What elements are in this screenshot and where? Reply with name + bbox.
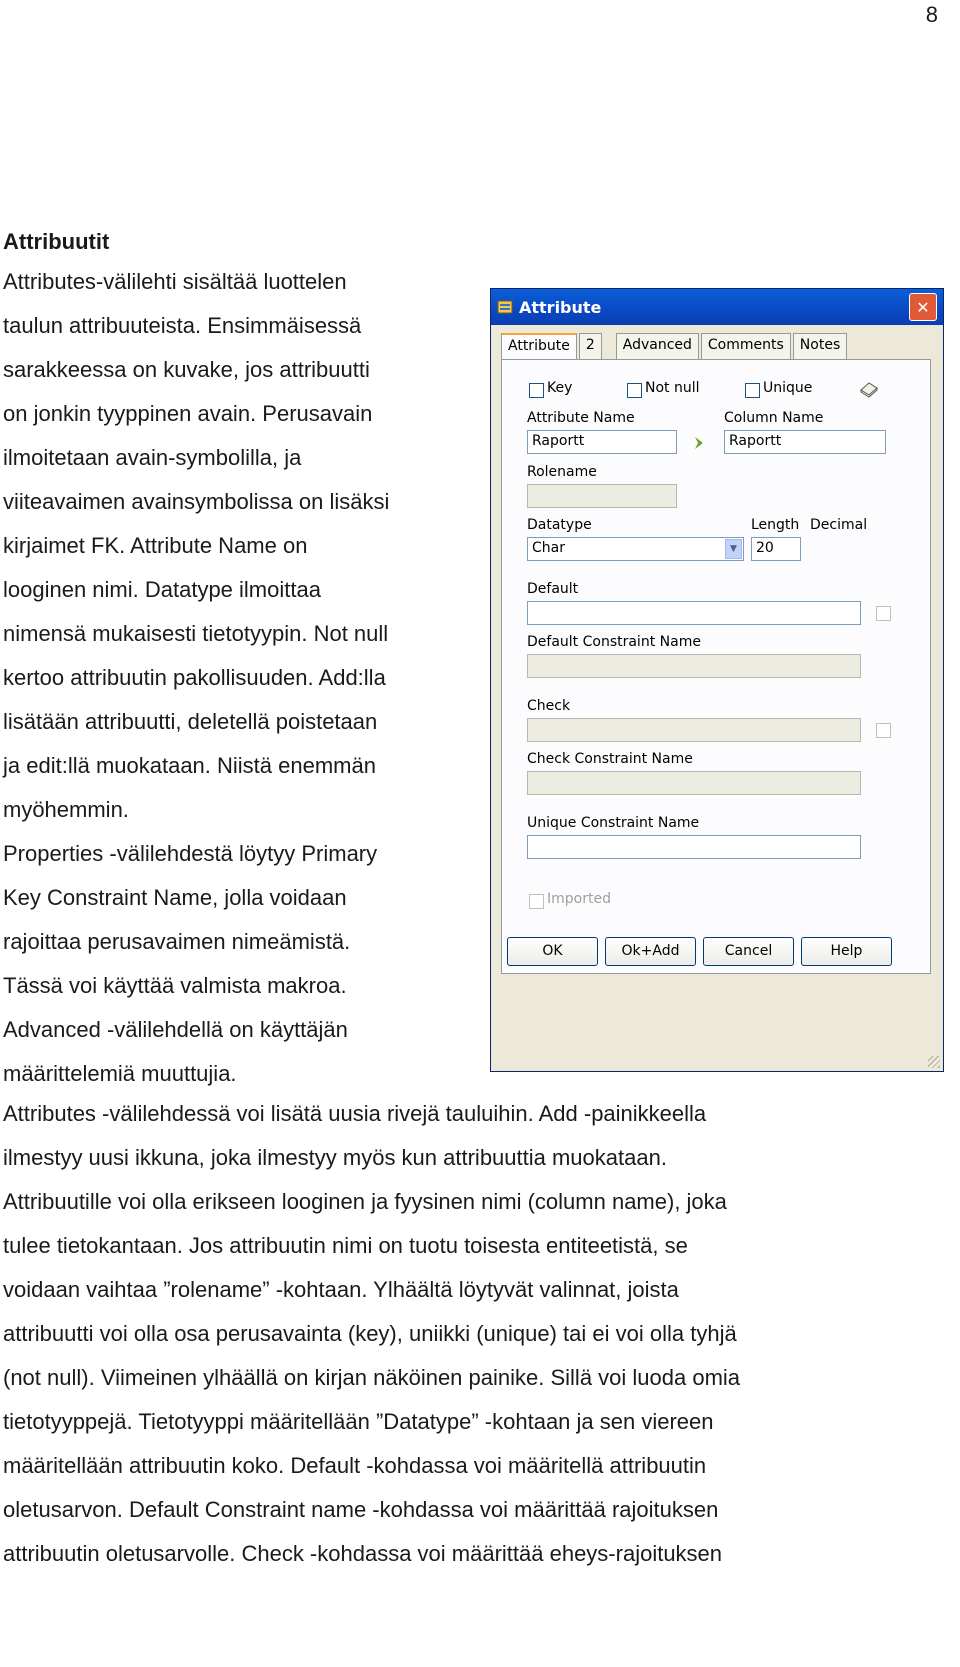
column-name-input[interactable]: Raportt (724, 430, 886, 454)
help-button[interactable]: Help (801, 937, 892, 966)
default-constraint-label: Default Constraint Name (527, 634, 701, 650)
green-arrow-icon[interactable] (693, 436, 705, 450)
dialog-titlebar[interactable] (491, 289, 943, 325)
default-label: Default (527, 581, 579, 597)
unique-constraint-label: Unique Constraint Name (527, 815, 700, 831)
check-checkbox[interactable] (876, 723, 891, 738)
text-line: määrittelemiä muuttujia. (3, 1061, 237, 1086)
tab-attribute[interactable]: Attribute (501, 333, 577, 364)
text-line: Attributes -välilehdessä voi lisätä uusia rivejä tauluihin. Add -painikkeella (3, 1101, 707, 1126)
cancel-button[interactable]: Cancel (703, 937, 794, 966)
attribute-name-input[interactable]: Raportt (527, 430, 677, 454)
text-line: (not null). Viimeinen ylhäällä on kirjan näköinen painike. Sillä voi luoda omia (3, 1365, 741, 1390)
text-line: Advanced -välilehdellä on käyttäjän (3, 1017, 348, 1042)
rolename-label: Rolename (527, 464, 597, 480)
text-line: on jonkin tyyppinen avain. Perusavain (3, 401, 373, 426)
text-line: viiteavaimen avainsymbolissa on lisäksi (3, 489, 390, 514)
imported-label: Imported (547, 891, 611, 907)
close-icon: ✕ (916, 297, 930, 317)
unique-label: Unique (763, 380, 813, 396)
body-paragraph (3, 1092, 953, 1576)
text-line: rajoittaa perusavaimen nimeämistä. (3, 929, 351, 954)
column-name-label: Column Name (724, 410, 824, 426)
ok-button[interactable]: OK (507, 937, 598, 966)
text-line: ilmoitetaan avain-symbolilla, ja (3, 445, 302, 470)
check-constraint-input[interactable] (527, 771, 861, 795)
tab-advanced[interactable]: Advanced (616, 333, 699, 359)
tab-comments[interactable]: Comments (701, 333, 791, 359)
attribute-window-icon (497, 299, 513, 315)
text-line: Tässä voi käyttää valmista makroa. (3, 973, 347, 998)
unique-constraint-input[interactable] (527, 835, 861, 859)
datatype-label: Datatype (527, 517, 592, 533)
check-constraint-label: Check Constraint Name (527, 751, 693, 767)
text-line: looginen nimi. Datatype ilmoittaa (3, 577, 321, 602)
text-line: nimensä mukaisesti tietotyypin. Not null (3, 621, 389, 646)
attribute-name-label: Attribute Name (527, 410, 635, 426)
text-line: myöhemmin. (3, 797, 129, 822)
intro-paragraph (3, 260, 478, 1096)
decimal-label: Decimal (810, 517, 868, 533)
length-input[interactable]: 20 (751, 537, 801, 561)
text-line: taulun attribuuteista. Ensimmäisessä (3, 313, 362, 338)
imported-checkbox[interactable] (529, 894, 544, 909)
text-line: sarakkeessa on kuvake, jos attribuutti (3, 357, 370, 382)
text-line: Attribuutille voi olla erikseen looginen ja fyysinen nimi (column name), joka (3, 1189, 727, 1214)
not-null-checkbox[interactable] (627, 383, 642, 398)
text-line: oletusarvon. Default Constraint name -kohdassa voi määrittää rajoituksen (3, 1497, 719, 1522)
datatype-value: Char (532, 540, 565, 556)
dialog-title: Attribute (519, 297, 602, 317)
text-line: attribuutti voi olla osa perusavainta (key), uniikki (unique) tai ei voi olla tyhjä (3, 1321, 737, 1346)
datatype-select[interactable] (527, 537, 744, 561)
text-line: Attributes-välilehti sisältää luottelen (3, 269, 347, 294)
not-null-label: Not null (645, 380, 700, 396)
tab-2[interactable]: 2 (579, 333, 602, 359)
check-input[interactable] (527, 718, 861, 742)
text-line: kertoo attribuutin pakollisuuden. Add:lla (3, 665, 386, 690)
text-line: attribuutin oletusarvolle. Check -kohdassa voi määrittää eheys-rajoituksen (3, 1541, 723, 1566)
tab-notes[interactable]: Notes (793, 333, 847, 359)
text-line: ilmestyy uusi ikkuna, joka ilmestyy myös kun attribuuttia muokataan. (3, 1145, 667, 1170)
text-line: tietotyyppejä. Tietotyyppi määritellään ”Datatype” -kohtaan ja sen viereen (3, 1409, 714, 1434)
key-checkbox[interactable] (529, 383, 544, 398)
close-button[interactable] (909, 293, 937, 321)
rolename-input[interactable] (527, 484, 677, 508)
default-checkbox[interactable] (876, 606, 891, 621)
text-line: voidaan vaihtaa ”rolename” -kohtaan. Ylhäältä löytyvät valinnat, joista (3, 1277, 679, 1302)
check-label: Check (527, 698, 571, 714)
text-line: Key Constraint Name, jolla voidaan (3, 885, 347, 910)
text-line: määritellään attribuutin koko. Default -kohdassa voi määritellä attribuutin (3, 1453, 707, 1478)
text-line: Properties -välilehdestä löytyy Primary (3, 841, 378, 866)
tab-bar (501, 333, 849, 359)
text-line: ja edit:llä muokataan. Niistä enemmän (3, 753, 376, 778)
length-label: Length (751, 517, 800, 533)
section-heading: Attribuutit (3, 229, 110, 254)
default-input[interactable] (527, 601, 861, 625)
text-line: tulee tietokantaan. Jos attribuutin nimi on tuotu toisesta entiteetistä, se (3, 1233, 688, 1258)
attribute-dialog (490, 288, 944, 1072)
ok-add-button[interactable]: Ok+Add (605, 937, 696, 966)
default-constraint-input[interactable] (527, 654, 861, 678)
resize-grip-icon[interactable] (928, 1056, 940, 1068)
chevron-down-icon[interactable]: ▼ (725, 539, 742, 559)
text-line: lisätään attribuutti, deletellä poistetaan (3, 709, 378, 734)
key-label: Key (547, 380, 573, 396)
book-icon[interactable] (859, 380, 879, 398)
attribute-tab-panel (501, 359, 931, 974)
unique-checkbox[interactable] (745, 383, 760, 398)
page-number: 8 (925, 2, 938, 27)
text-line: kirjaimet FK. Attribute Name on (3, 533, 308, 558)
